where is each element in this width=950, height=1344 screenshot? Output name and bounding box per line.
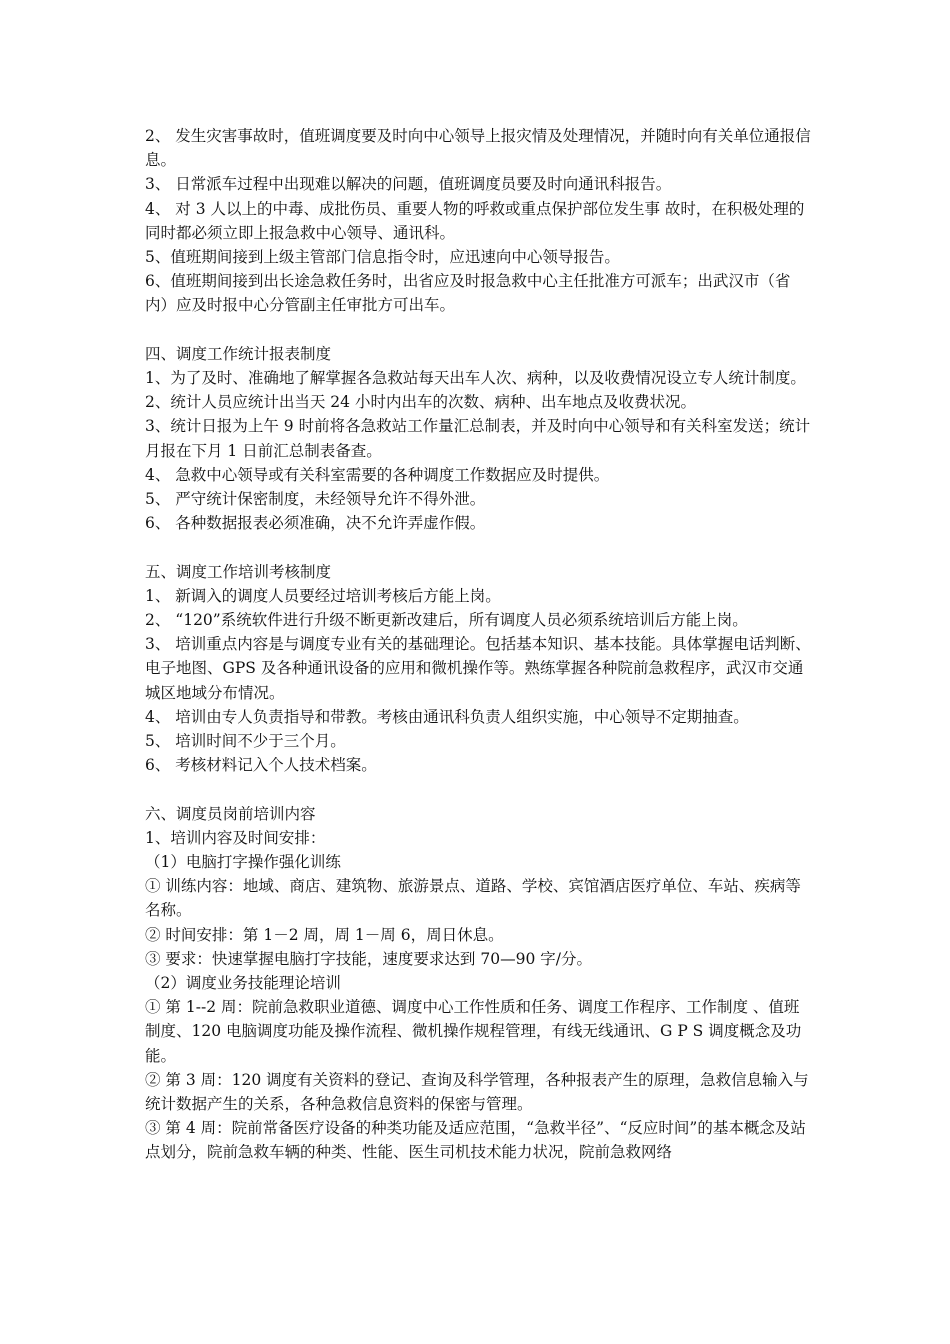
paragraph-5-5: 5、 培训时间不少于三个月。 [145,732,346,751]
paragraph-3-6: 6、值班期间接到出长途急救任务时，出省应及时报急救中心主任批准方可派车；出武汉市（省内）应及时报中心分管副主任审批方可出车。 [145,272,791,315]
paragraph-4-1: 1、为了及时、准确地了解掌握各急救站每天出车人次、病种，以及收费情况设立专人统计制度。 [145,369,806,388]
paragraph-3-5: 5、值班期间接到上级主管部门信息指令时，应迅速向中心领导报告。 [145,248,620,267]
paragraph-6-1-1-c: ③ 要求：快速掌握电脑打字技能，速度要求达到 70—90 字/分。 [145,949,592,968]
paragraph-6-1-2-c: ③ 第 4 周：院前常备医疗设备的种类功能及适应范围，“急救半径”、“反应时间”的基本概念及站点划分，院前急救车辆的种类、性能、医生司机技术能力状况，院前急救网络 [145,1119,806,1162]
paragraph-6-1: 1、培训内容及时间安排： [145,828,326,847]
section-4-heading: 四、调度工作统计报表制度 [145,344,332,363]
paragraph-4-3: 3、统计日报为上午 9 时前将各急救站工作量汇总制表，并及时向中心领导和有关科室发送；统计月报在下月 1 日前汇总制表备查。 [145,417,811,460]
paragraph-3-4: 4、 对 3 人以上的中毒、成批伤员、重要人物的呼救或重点保护部位发生事 故时，在积极处理的同时都必须立即上报急救中心领导、通讯科。 [145,199,805,242]
paragraph-6-1-1-b: ② 时间安排：第 1－2 周，周 1－周 6，周日休息。 [145,925,504,944]
blank-line [145,535,813,559]
subheading-6-1-1: （1）电脑打字操作强化训练 [145,853,341,872]
paragraph-4-6: 6、 各种数据报表必须准确，决不允许弄虚作假。 [145,514,486,533]
document-body [145,124,813,1165]
section-6-heading: 六、调度员岗前培训内容 [145,804,316,823]
paragraph-6-1-2-a: ① 第 1--2 周：院前急救职业道德、调度中心工作性质和任务、调度工作程序、工作制度 、值班制度、120 电脑调度功能及操作流程、微机操作规程管理，有线无线通讯、G P S 调度概念及功能。 [145,998,802,1065]
paragraph-5-3: 3、 培训重点内容是与调度专业有关的基础理论。包括基本知识、基本技能。具体掌握电话判断、电子地图、GPS 及各种通讯设备的应用和微机操作等。熟练掌握各种院前急救程序，武汉市交通城区地域分布情况。 [145,635,811,702]
paragraph-6-1-1-a: ① 训练内容：地域、商店、建筑物、旅游景点、道路、学校、宾馆酒店医疗单位、车站、疾病等名称。 [145,877,801,920]
subheading-6-1-2: （2）调度业务技能理论培训 [145,974,341,993]
blank-line [145,318,813,342]
paragraph-4-4: 4、 急救中心领导或有关科室需要的各种调度工作数据应及时提供。 [145,465,610,484]
paragraph-4-5: 5、 严守统计保密制度，未经领导允许不得外泄。 [145,490,486,509]
section-5-heading: 五、调度工作培训考核制度 [145,562,332,581]
blank-line [145,777,813,801]
paragraph-6-1-2-b: ② 第 3 周：120 调度有关资料的登记、查询及科学管理，各种报表产生的原理，急救信息输入与统计数据产生的关系，各种急救信息资料的保密与管理。 [145,1070,809,1114]
paragraph-5-1: 1、 新调入的调度人员要经过培训考核后方能上岗。 [145,586,501,605]
paragraph-5-2: 2、 “120”系统软件进行升级不断更新改建后，所有调度人员必须系统培训后方能上岗。 [145,611,748,630]
paragraph-3-3: 3、 日常派车过程中出现难以解决的问题，值班调度员要及时向通讯科报告。 [145,175,672,194]
paragraph-3-2: 2、 发生灾害事故时，值班调度要及时向中心领导上报灾情及处理情况，并随时向有关单位通报信息。 [145,127,811,170]
paragraph-5-6: 6、 考核材料记入个人技术档案。 [145,756,377,775]
paragraph-4-2: 2、统计人员应统计出当天 24 小时内出车的次数、病种、出车地点及收费状况。 [145,393,696,412]
paragraph-5-4: 4、 培训由专人负责指导和带教。考核由通讯科负责人组织实施，中心领导不定期抽查。 [145,707,749,726]
